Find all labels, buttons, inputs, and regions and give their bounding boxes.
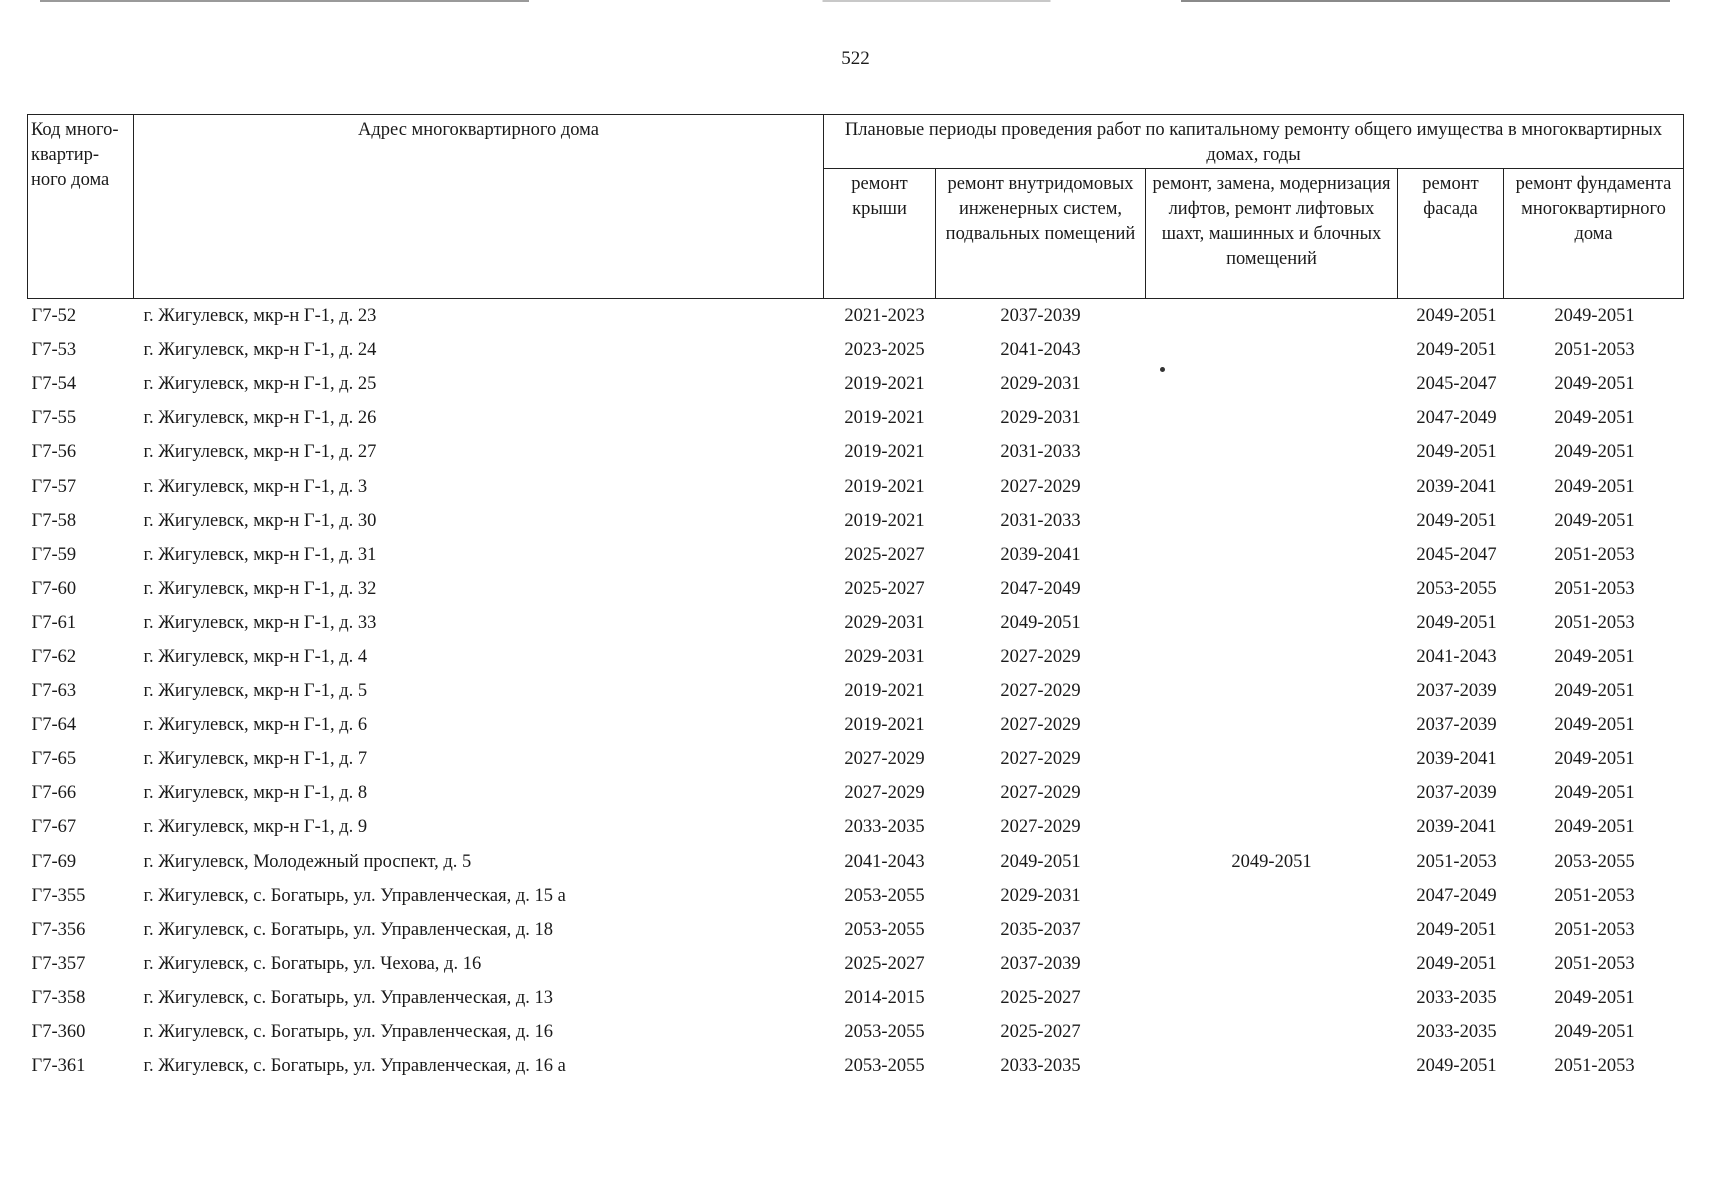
cell-roof: 2021-2023 (844, 306, 925, 327)
cell-code: Г7-356 (31, 919, 86, 940)
cell-foundation: 2049-2051 (1554, 749, 1635, 770)
cell-foundation: 2051-2053 (1554, 885, 1635, 906)
cell-engineering: 2027-2029 (1000, 749, 1081, 770)
cell-engineering: 2037-2039 (1000, 953, 1081, 974)
cell-engineering: 2037-2039 (1000, 306, 1081, 327)
cell-lift (1146, 299, 1398, 334)
cell-lift (1146, 810, 1398, 844)
cell-facade: 2041-2043 (1416, 646, 1497, 667)
table-body (28, 299, 1684, 1084)
cell-facade: 2053-2055 (1416, 578, 1497, 599)
header-facade: ремонт фасада (1398, 169, 1504, 299)
table-row (28, 742, 1684, 776)
cell-code: Г7-54 (31, 374, 77, 395)
cell-foundation: 2049-2051 (1554, 306, 1635, 327)
table-row (28, 913, 1684, 947)
cell-address: г. Жигулевск, с. Богатырь, ул. Управленческая, д. 16 а (143, 1056, 566, 1077)
cell-engineering: 2025-2027 (1000, 1022, 1081, 1043)
cell-engineering: 2039-2041 (1000, 544, 1081, 565)
table-row (28, 810, 1684, 844)
cell-foundation: 2049-2051 (1554, 442, 1635, 463)
cell-facade: 2047-2049 (1416, 885, 1497, 906)
page-number: 522 (841, 48, 870, 69)
cell-facade: 2037-2039 (1416, 783, 1497, 804)
cell-lift (1146, 469, 1398, 503)
cell-code: Г7-62 (31, 646, 77, 667)
cell-code: Г7-57 (31, 476, 77, 497)
table-row (28, 572, 1684, 606)
table-row (28, 504, 1684, 538)
cell-lift (1146, 435, 1398, 469)
cell-roof: 2053-2055 (844, 1022, 925, 1043)
cell-roof: 2019-2021 (844, 681, 925, 702)
cell-address: г. Жигулевск, мкр-н Г-1, д. 24 (143, 340, 377, 361)
header-roof: ремонт крыши (824, 169, 936, 299)
cell-roof: 2027-2029 (844, 783, 925, 804)
cell-address: г. Жигулевск, с. Богатырь, ул. Управленческая, д. 15 а (143, 885, 566, 906)
cell-facade: 2039-2041 (1416, 476, 1497, 497)
table-row (28, 435, 1684, 469)
cell-lift (1146, 708, 1398, 742)
cell-foundation: 2053-2055 (1554, 851, 1635, 872)
cell-engineering: 2027-2029 (1000, 681, 1081, 702)
cell-facade: 2051-2053 (1416, 851, 1497, 872)
cell-roof: 2019-2021 (844, 408, 925, 429)
cell-code: Г7-358 (31, 987, 86, 1008)
cell-facade: 2049-2051 (1416, 1056, 1497, 1077)
cell-roof: 2019-2021 (844, 442, 925, 463)
cell-engineering: 2025-2027 (1000, 987, 1081, 1008)
cell-address: г. Жигулевск, мкр-н Г-1, д. 30 (143, 510, 377, 531)
cell-engineering: 2027-2029 (1000, 646, 1081, 667)
cell-engineering: 2047-2049 (1000, 578, 1081, 599)
cell-code: Г7-56 (31, 442, 77, 463)
cell-roof: 2025-2027 (844, 953, 925, 974)
cell-engineering: 2035-2037 (1000, 919, 1081, 940)
cell-engineering: 2027-2029 (1000, 715, 1081, 736)
cell-foundation: 2049-2051 (1554, 783, 1635, 804)
cell-facade: 2033-2035 (1416, 1022, 1497, 1043)
cell-facade: 2049-2051 (1416, 919, 1497, 940)
cell-foundation: 2049-2051 (1554, 817, 1635, 838)
cell-code: Г7-60 (31, 578, 77, 599)
cell-facade: 2049-2051 (1416, 612, 1497, 633)
cell-facade: 2033-2035 (1416, 987, 1497, 1008)
cell-lift (1146, 333, 1398, 367)
cell-address: г. Жигулевск, с. Богатырь, ул. Управленческая, д. 13 (143, 987, 553, 1008)
cell-code: Г7-55 (31, 408, 77, 429)
cell-lift (1146, 742, 1398, 776)
cell-facade: 2049-2051 (1416, 510, 1497, 531)
cell-address: г. Жигулевск, мкр-н Г-1, д. 32 (143, 578, 377, 599)
capital-repair-table (27, 114, 1684, 1083)
cell-code: Г7-360 (31, 1022, 86, 1043)
cell-facade: 2049-2051 (1416, 442, 1497, 463)
scan-speck (1160, 367, 1165, 372)
cell-code: Г7-58 (31, 510, 77, 531)
header-code: Код много-квартир-ного дома (28, 115, 134, 299)
cell-engineering: 2029-2031 (1000, 408, 1081, 429)
cell-address: г. Жигулевск, мкр-н Г-1, д. 6 (143, 715, 368, 736)
cell-foundation: 2049-2051 (1554, 681, 1635, 702)
cell-lift: 2049-2051 (1231, 851, 1312, 872)
table-row (28, 981, 1684, 1015)
cell-foundation: 2051-2053 (1554, 578, 1635, 599)
cell-roof: 2033-2035 (844, 817, 925, 838)
cell-address: г. Жигулевск, с. Богатырь, ул. Управленческая, д. 16 (143, 1022, 553, 1043)
cell-code: Г7-64 (31, 715, 77, 736)
cell-address: г. Жигулевск, с. Богатырь, ул. Управленческая, д. 18 (143, 919, 553, 940)
cell-code: Г7-67 (31, 817, 77, 838)
cell-facade: 2045-2047 (1416, 544, 1497, 565)
cell-code: Г7-53 (31, 340, 77, 361)
table-header (28, 115, 1684, 299)
cell-foundation: 2051-2053 (1554, 1056, 1635, 1077)
cell-foundation: 2049-2051 (1554, 1022, 1635, 1043)
cell-code: Г7-357 (31, 953, 86, 974)
table-row (28, 1049, 1684, 1083)
cell-roof: 2053-2055 (844, 919, 925, 940)
cell-address: г. Жигулевск, мкр-н Г-1, д. 23 (143, 306, 377, 327)
table-row (28, 674, 1684, 708)
cell-foundation: 2051-2053 (1554, 544, 1635, 565)
cell-lift (1146, 572, 1398, 606)
cell-foundation: 2051-2053 (1554, 953, 1635, 974)
cell-engineering: 2027-2029 (1000, 783, 1081, 804)
cell-foundation: 2049-2051 (1554, 408, 1635, 429)
table-row (28, 538, 1684, 572)
table-row (28, 606, 1684, 640)
cell-roof: 2053-2055 (844, 1056, 925, 1077)
cell-lift (1146, 1015, 1398, 1049)
cell-lift (1146, 401, 1398, 435)
cell-address: г. Жигулевск, мкр-н Г-1, д. 31 (143, 544, 377, 565)
cell-address: г. Жигулевск, мкр-н Г-1, д. 8 (143, 783, 368, 804)
cell-lift (1146, 981, 1398, 1015)
cell-code: Г7-66 (31, 783, 77, 804)
cell-foundation: 2049-2051 (1554, 987, 1635, 1008)
cell-address: г. Жигулевск, мкр-н Г-1, д. 33 (143, 612, 377, 633)
table-row (28, 333, 1684, 367)
cell-code: Г7-65 (31, 749, 77, 770)
cell-roof: 2041-2043 (844, 851, 925, 872)
header-lift: ремонт, замена, модернизация лифтов, ремонт лифтовых шахт, машинных и блочных помещений (1146, 169, 1398, 299)
table-row (28, 299, 1684, 334)
table-row (28, 879, 1684, 913)
cell-engineering: 2029-2031 (1000, 374, 1081, 395)
cell-address: г. Жигулевск, с. Богатырь, ул. Чехова, д. 16 (143, 953, 482, 974)
cell-address: г. Жигулевск, Молодежный проспект, д. 5 (143, 851, 472, 872)
header-foundation: ремонт фундамента многоквартирного дома (1504, 169, 1684, 299)
cell-engineering: 2027-2029 (1000, 817, 1081, 838)
cell-engineering: 2027-2029 (1000, 476, 1081, 497)
cell-address: г. Жигулевск, мкр-н Г-1, д. 7 (143, 749, 368, 770)
cell-roof: 2019-2021 (844, 510, 925, 531)
cell-facade: 2045-2047 (1416, 374, 1497, 395)
cell-roof: 2019-2021 (844, 476, 925, 497)
header-address: Адрес многоквартирного дома (134, 115, 824, 299)
cell-foundation: 2051-2053 (1554, 919, 1635, 940)
cell-foundation: 2051-2053 (1554, 340, 1635, 361)
cell-lift (1146, 504, 1398, 538)
cell-lift (1146, 640, 1398, 674)
cell-address: г. Жигулевск, мкр-н Г-1, д. 25 (143, 374, 377, 395)
cell-lift (1146, 674, 1398, 708)
cell-lift (1146, 1049, 1398, 1083)
table-row (28, 401, 1684, 435)
cell-foundation: 2049-2051 (1554, 476, 1635, 497)
cell-lift (1146, 776, 1398, 810)
cell-facade: 2049-2051 (1416, 340, 1497, 361)
cell-address: г. Жигулевск, мкр-н Г-1, д. 26 (143, 408, 377, 429)
cell-engineering: 2033-2035 (1000, 1056, 1081, 1077)
cell-roof: 2019-2021 (844, 715, 925, 736)
cell-lift (1146, 606, 1398, 640)
table-row (28, 776, 1684, 810)
cell-code: Г7-63 (31, 681, 77, 702)
cell-facade: 2037-2039 (1416, 715, 1497, 736)
cell-address: г. Жигулевск, мкр-н Г-1, д. 9 (143, 817, 368, 838)
table-row (28, 1015, 1684, 1049)
table-row (28, 947, 1684, 981)
cell-code: Г7-61 (31, 612, 77, 633)
cell-code: Г7-59 (31, 544, 77, 565)
cell-facade: 2049-2051 (1416, 306, 1497, 327)
cell-address: г. Жигулевск, мкр-н Г-1, д. 5 (143, 681, 368, 702)
cell-facade: 2049-2051 (1416, 953, 1497, 974)
cell-code: Г7-52 (31, 306, 77, 327)
cell-roof: 2025-2027 (844, 544, 925, 565)
header-periods-group: Плановые периоды проведения работ по капитальному ремонту общего имущества в многоквартирных домах, годы (824, 115, 1684, 169)
cell-code: Г7-69 (31, 851, 77, 872)
cell-engineering: 2049-2051 (1000, 612, 1081, 633)
cell-foundation: 2049-2051 (1554, 510, 1635, 531)
cell-roof: 2029-2031 (844, 646, 925, 667)
cell-engineering: 2031-2033 (1000, 510, 1081, 531)
cell-foundation: 2049-2051 (1554, 646, 1635, 667)
cell-address: г. Жигулевск, мкр-н Г-1, д. 27 (143, 442, 377, 463)
table-row (28, 845, 1684, 879)
cell-code: Г7-355 (31, 885, 86, 906)
cell-foundation: 2049-2051 (1554, 715, 1635, 736)
cell-foundation: 2049-2051 (1554, 374, 1635, 395)
cell-lift (1146, 879, 1398, 913)
cell-roof: 2023-2025 (844, 340, 925, 361)
cell-engineering: 2031-2033 (1000, 442, 1081, 463)
header-engineering: ремонт внутридомовых инженерных систем, подвальных помещений (936, 169, 1146, 299)
table-row (28, 640, 1684, 674)
cell-foundation: 2051-2053 (1554, 612, 1635, 633)
cell-engineering: 2049-2051 (1000, 851, 1081, 872)
cell-roof: 2029-2031 (844, 612, 925, 633)
cell-roof: 2027-2029 (844, 749, 925, 770)
table-row (28, 469, 1684, 503)
cell-address: г. Жигулевск, мкр-н Г-1, д. 4 (143, 646, 368, 667)
cell-roof: 2019-2021 (844, 374, 925, 395)
cell-facade: 2039-2041 (1416, 749, 1497, 770)
cell-lift (1146, 538, 1398, 572)
cell-facade: 2039-2041 (1416, 817, 1497, 838)
scan-border-line (40, 0, 1670, 2)
cell-roof: 2025-2027 (844, 578, 925, 599)
cell-code: Г7-361 (31, 1056, 86, 1077)
cell-facade: 2037-2039 (1416, 681, 1497, 702)
cell-lift (1146, 947, 1398, 981)
cell-engineering: 2041-2043 (1000, 340, 1081, 361)
table-row (28, 367, 1684, 401)
cell-address: г. Жигулевск, мкр-н Г-1, д. 3 (143, 476, 368, 497)
cell-facade: 2047-2049 (1416, 408, 1497, 429)
cell-lift (1146, 367, 1398, 401)
table-row (28, 708, 1684, 742)
cell-lift (1146, 913, 1398, 947)
cell-engineering: 2029-2031 (1000, 885, 1081, 906)
cell-roof: 2053-2055 (844, 885, 925, 906)
cell-roof: 2014-2015 (844, 987, 925, 1008)
